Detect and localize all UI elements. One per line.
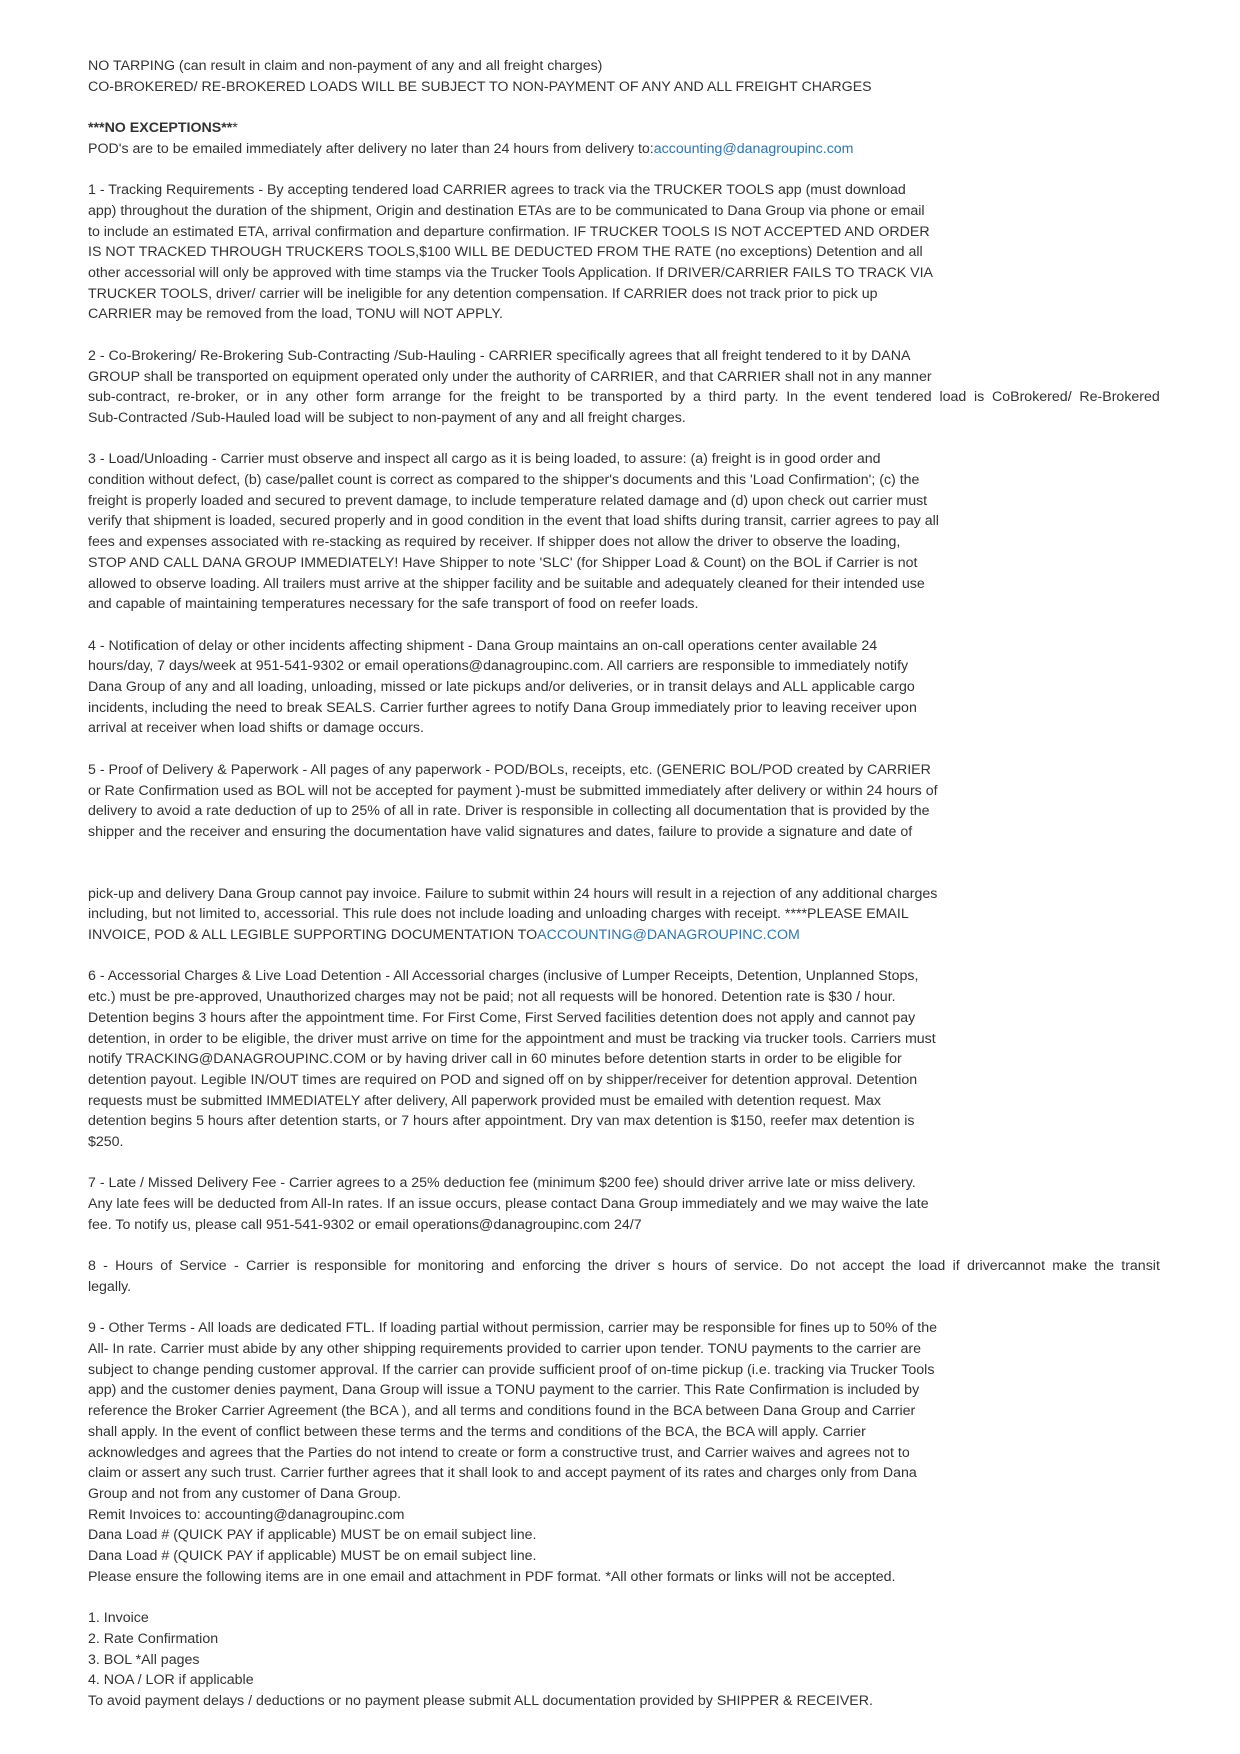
rate-confirmation-terms-page [88,56,1188,1712]
section6-line: detention begins 5 hours after detention starts, or 7 hours after appointment. Dry van max detention is $150, reefer max detention is [88,1113,915,1130]
section3-line: verify that shipment is loaded, secured properly and in good condition in the event that load shifts during transit, carrier agrees to pay all [88,513,939,530]
section8-line1-word: transit [1121,1258,1160,1275]
no-exceptions-heading [88,118,1188,139]
section1-line: to include an estimated ETA, arrival confirmation and departure confirmation. IF TRUCKER TOOLS IS NOT ACCEPTED AND ORDER [88,223,930,240]
section3-line: fees and expenses associated with re-stacking as required by receiver. If shipper does not allow the driver to observe the loading, [88,534,901,551]
section9-line: 9 - Other Terms - All loads are dedicated FTL. If loading partial without permission, carrier may be responsible for fines up to 50% of the [88,1320,938,1337]
section2-line3-word: is [974,389,985,406]
section5-line: including, but not limited to, accessorial. This rule does not include loading and unloading charges with receipt. ****PLEASE EMAIL [88,906,909,923]
list-item: 4. NOA / LOR if applicable [88,1672,254,1689]
section2-line3-word: re-broker, [177,389,239,406]
section3-line: allowed to observe loading. All trailers must arrive at the shipper facility and be suitable and adequately cleaned for their intended use [88,575,925,592]
section1-line: other accessorial will only be approved with time stamps via the Trucker Tools Application. If DRIVER/CARRIER FAILS TO TRACK VIA [88,265,934,281]
section3-line: condition without defect, (b) case/pallet count is correct as compared to the shipper's documents and this 'Load Confirmation'; (c) the [88,472,920,488]
section8-line1-word: the [587,1258,608,1275]
section2-line3-word: in [266,389,278,406]
section8-line1-word: accept [842,1258,885,1275]
section7-line: Any late fees will be deducted from All-In rates. If an issue occurs, please contact Dana Group immediately and we may waive the late [88,1196,929,1213]
section8-line1-word: hours [671,1258,708,1275]
section2-line3-word: third [708,389,737,406]
section8-line1-word: driver [614,1258,651,1275]
pdf-format-instruction: Please ensure the following items are in one email and attachment in PDF format. *All other formats or links will not be accepted. [88,1568,896,1585]
section2-line3-word: In [786,389,799,406]
section-hours-of-service [88,1256,1188,1297]
section8-line1-word: the [1094,1258,1114,1275]
section8-line1-word: drivercannot [966,1258,1046,1275]
section3-line: and capable of maintaining temperatures necessary for the safe transport of food on reefer loads. [88,596,699,613]
section8-line1-word: Carrier [245,1258,290,1275]
section8-line1-word: monitoring [417,1258,485,1275]
no-exceptions-bold: ***NO EXCEPTIONS** [88,120,233,137]
section9-line: subject to change pending customer approval. If the carrier can provide sufficient proof of on-time pickup (i.e. tracking via Trucker Tools [88,1361,935,1378]
section8-line1-word: and [491,1258,515,1275]
list-item: 2. Rate Confirmation [88,1630,219,1647]
accounting-email-link[interactable]: ACCOUNTING@DANAGROUPINC.COM [537,927,800,944]
section7-line: 7 - Late / Missed Delivery Fee - Carrier agrees to a 25% deduction fee (minimum $200 fee) should driver arrive late or miss delivery. [88,1175,916,1192]
section5-line: 5 - Proof of Delivery & Paperwork - All pages of any paperwork - POD/BOLs, receipts, etc. (GENERIC BOL/POD created by CARRIER [88,761,931,778]
section-tracking-requirements [88,180,1188,325]
submission-footer-note: To avoid payment delays / deductions or no payment please submit ALL documentation provided by SHIPPER & RECEIVER. [88,1692,873,1709]
no-exceptions-tail: * [232,120,238,137]
section2-line3-word: transported [590,389,663,406]
section2-line3-word: arrange [392,389,442,406]
section2-line3-word: event [833,389,868,406]
section2-line: GROUP shall be transported on equipment operated only under the authority of CARRIER, and that CARRIER shall not in any manner [88,368,932,385]
section9-line: claim or assert any such trust. Carrier further agrees that it shall look to and accept payment of its rates and charges only from Dana [88,1465,917,1482]
section5-line: shipper and the receiver and ensuring the documentation have valid signatures and dates, failure to provide a signature and date of [88,823,913,840]
section5-line: pick-up and delivery Dana Group cannot pay invoice. Failure to submit within 24 hours will result in a rejection of any additional charges [88,885,938,902]
section6-line: 6 - Accessorial Charges & Live Load Detention - All Accessorial charges (inclusive of Lumper Receipts, Detention, Unplanned Stops, [88,968,919,985]
section8-line1-word: responsible [314,1258,387,1275]
section2-line3-word: form [356,389,385,406]
section-accessorial-charges [88,966,1188,1152]
section-notification-of-delay [88,636,1188,740]
pod-email-link[interactable]: accounting@danagroupinc.com [653,140,854,157]
section8-line1-word: make [1052,1258,1087,1275]
section9-line: app) and the customer denies payment, Dana Group will issue a TONU payment to the carrier. This Rate Confirmation is included by [88,1382,920,1399]
section-other-terms [88,1318,1188,1587]
section8-line1-word: load [918,1258,946,1275]
section3-line: freight is properly loaded and secured to prevent damage, to include temperature related damage and (d) upon check out carrier must [88,492,928,509]
section9-line: shall apply. In the event of conflict between these terms and the terms and conditions of the BCA, the BCA will apply. Carrier [88,1423,866,1440]
pod-text: POD's are to be emailed immediately after delivery no later than 24 hours from delivery to: [88,140,654,157]
section8-line1-word: service. [733,1258,783,1275]
section-late-delivery-fee [88,1173,1188,1235]
section8-justified-line [88,1256,1160,1277]
section2-line3-word: Re-Brokered [1079,389,1160,406]
section8-line1-word: of [160,1258,173,1275]
section8-line1-word: enforcing [522,1258,581,1275]
section4-line: incidents, including the need to break SEALS. Carrier further agrees to notify Dana Group immediately prior to leaving receiver upon [88,699,917,716]
section8-line1-word: Do [790,1258,809,1275]
section2-line3-word: a [693,389,701,406]
load-number-subject-line: Dana Load # (QUICK PAY if applicable) MUST be on email subject line. [88,1548,537,1565]
section6-line: etc.) must be pre-approved, Unauthorized charges may not be paid; not all requests will be honored. Detention rate is $30 / hour. [88,989,896,1006]
section2-line3-word: CoBrokered/ [991,389,1072,406]
required-documents-list [88,1608,1188,1712]
section9-line: reference the Broker Carrier Agreement (the BCA ), and all terms and conditions found in the BCA between Dana Group and Carrier [88,1403,916,1420]
section8-line1-word: - [103,1258,108,1275]
section2-line3-word: be [567,389,584,406]
section7-line: fee. To notify us, please call 951-541-9302 or email operations@danagroupinc.com 24/7 [88,1216,642,1233]
section-load-unloading [88,449,1188,615]
section8-line1-word: not [815,1258,836,1275]
section2-line3-word: the [473,389,493,406]
section3-line: STOP AND CALL DANA GROUP IMMEDIATELY! Have Shipper to note 'SLC' (for Shipper Load & Count) on the BOL if Carrier is not [88,554,918,571]
section5-email-line [88,925,1188,946]
section5-line: delivery to avoid a rate deduction of up to 25% of all in rate. Driver is responsible in collecting all documentation that is provided by the [88,803,930,820]
section2-line3-word: other [315,389,349,406]
section4-line: Dana Group of any and all loading, unloading, missed or late pickups and/or deliveries, or in transit delays and ALL applicable cargo [88,679,915,696]
list-item: 1. Invoice [88,1610,149,1627]
section1-line: IS NOT TRACKED THROUGH TRUCKERS TOOLS,$100 WILL BE DEDUCTED FROM THE RATE (no exceptions) Detention and all [88,244,923,261]
no-tarping-notice: NO TARPING (can result in claim and non-payment of any and all freight charges) [88,58,603,74]
load-number-subject-line: Dana Load # (QUICK PAY if applicable) MUST be on email subject line. [88,1527,537,1544]
section1-line: TRUCKER TOOLS, driver/ carrier will be ineligible for any detention compensation. If CARRIER does not track prior to pick up [88,285,878,302]
section8-line1-word: Service [179,1258,227,1275]
section2-line3-word: for [448,389,466,406]
section2-line3-word: sub-contract, [88,389,171,406]
section2-line: Sub-Contracted /Sub-Hauled load will be subject to non-payment of any and all freight charges. [88,409,686,426]
section4-line: 4 - Notification of delay or other incidents affecting shipment - Dana Group maintains an on-call operations center available 24 [88,637,878,654]
section2-line3-word: party. [744,389,779,406]
section-proof-of-delivery [88,760,1188,946]
section6-line: requests must be submitted IMMEDIATELY after delivery, All paperwork provided must be emailed with detention request. Max [88,1092,882,1109]
section2-line3-word: freight [500,389,540,406]
section9-line: Group and not from any customer of Dana Group. [88,1485,402,1502]
section4-line: arrival at receiver when load shifts or damage occurs. [88,720,424,737]
section8-line1-word: if [952,1258,960,1275]
section9-line: All- In rate. Carrier must abide by any other shipping requirements provided to carrier upon tender. TONU payments to the carrier are [88,1341,921,1358]
section1-line: 1 - Tracking Requirements - By accepting tendered load CARRIER agrees to track via the TRUCKER TOOLS app (must download [88,182,906,199]
section5-line: or Rate Confirmation used as BOL will not be accepted for payment )-must be submitted immediately after delivery or within 24 hours of [88,782,938,799]
section8-line1-word: is [296,1258,307,1275]
section2-line: 2 - Co-Brokering/ Re-Brokering Sub-Contracting /Sub-Hauling - CARRIER specifically agrees that all freight tendered to it by DANA [88,347,911,364]
section2-line3-word: or [246,389,259,406]
section8-line: legally. [88,1278,132,1295]
section8-line1-word: the [891,1258,912,1275]
section2-line3-word: tendered [875,389,932,406]
section5-email-text: INVOICE, POD & ALL LEGIBLE SUPPORTING DOCUMENTATION TO [88,927,538,944]
section6-line: $250. [88,1134,124,1151]
section6-line: notify TRACKING@DANAGROUPINC.COM or by having driver call in 60 minutes before detention starts in order to be eligible for [88,1051,902,1068]
section9-line: acknowledges and agrees that the Parties do not intend to create or form a constructive trust, and Carrier waives and agrees not to [88,1444,910,1461]
section8-line1-word: of [714,1258,727,1275]
section8-line1-word: - [233,1258,239,1275]
section8-line1-word: 8 [88,1258,96,1275]
section-co-brokering [88,346,1188,429]
section2-line3-word: by [670,389,686,406]
section2-line3-word: to [547,389,560,406]
section2-line3-word: load [939,389,967,406]
section6-line: detention, in order to be eligible, the driver must arrive on time for the appointment and must be tracking via trucker tools. Carriers must [88,1030,936,1047]
section2-line3-word: any [285,389,309,406]
section2-line3-word: the [805,389,826,406]
section6-line: detention payout. Legible IN/OUT times are required on POD and signed off on by shipper/receiver for detention approval. Detention [88,1071,918,1088]
section6-line: Detention begins 3 hours after the appointment time. For First Come, First Served facilities detention does not apply and cannot pay [88,1009,916,1026]
pod-email-instruction [88,139,1188,160]
section8-line1-word: Hours [115,1258,154,1275]
section8-line1-word: s [657,1258,665,1275]
section8-line1-word: for [393,1258,411,1275]
list-item: 3. BOL *All pages [88,1651,200,1668]
remit-invoices-line: Remit Invoices to: accounting@danagroupinc.com [88,1506,405,1523]
section2-justified-line [88,387,1160,408]
section1-line: CARRIER may be removed from the load, TONU will NOT APPLY. [88,306,504,323]
section3-line: 3 - Load/Unloading - Carrier must observe and inspect all cargo as it is being loaded, to assure: (a) freight is in good order and [88,451,881,468]
section1-line: app) throughout the duration of the shipment, Origin and destination ETAs are to be communicated to Dana Group via phone or email [88,202,925,219]
section4-line: hours/day, 7 days/week at 951-541-9302 or email operations@danagroupinc.com. All carriers are responsible to immediately notify [88,658,909,675]
co-brokered-notice: CO-BROKERED/ RE-BROKERED LOADS WILL BE SUBJECT TO NON-PAYMENT OF ANY AND ALL FREIGHT CHARGES [88,78,872,95]
